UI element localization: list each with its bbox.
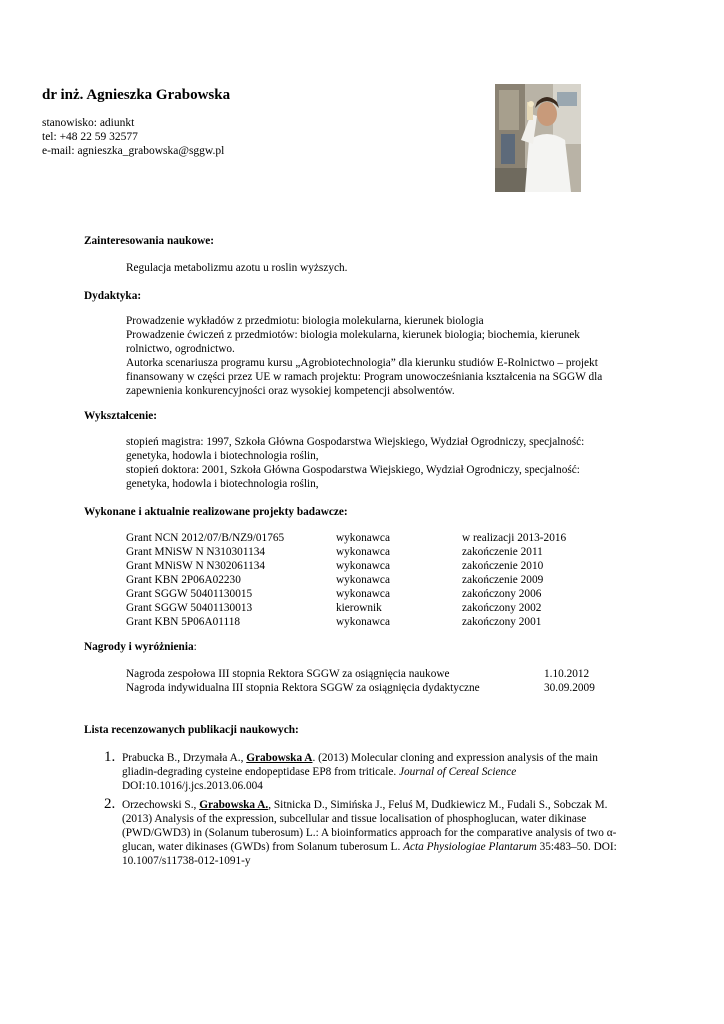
teaching-line: Autorka scenariusza programu kursu „Agrobiotechnologia” dla kierunku studiów E-Rolnictwo – projekt finansowany w części przez UE w ramach projektu: Program unowocześniania kształcenia na SGGW dla zapewnienia konkurencyjności oraz wysokiej kompetencji absolwentów. xyxy=(126,357,603,397)
grant-name: Grant KBN 5P06A01118 xyxy=(126,616,241,628)
grant-status: zakończenie 2011 xyxy=(462,546,543,558)
publications-heading: Lista recenzowanych publikacji naukowych: xyxy=(84,724,299,736)
publications-list xyxy=(104,751,632,873)
grant-role: wykonawca xyxy=(336,546,390,558)
grant-status: zakończony 2006 xyxy=(462,588,542,600)
teaching-line: Prowadzenie ćwiczeń z przedmiotów: biologia molekularna, kierunek biologia; biochemia, kierunek rolnictwo, ogrodnictwo. xyxy=(126,329,580,355)
list-item xyxy=(126,681,608,695)
interests-text: Regulacja metabolizmu azotu u roslin wyższych. xyxy=(126,262,348,274)
projects-table xyxy=(126,531,602,629)
publication-journal: Acta Physiologiae Plantarum xyxy=(403,841,537,853)
contact-block xyxy=(42,116,224,158)
table-row xyxy=(126,601,602,615)
table-row xyxy=(126,615,602,629)
table-row xyxy=(126,545,602,559)
publication-body: , Sitnicka D., Simińska J., Feluś M, Dudkiewicz M., Fudali S., Sobczak M. (2013) Analysis of the expression, subcellular and tissue localisation of phosphoglucan, water dikinase (PWD/GWD3) in (Solanum tuberosum) L.: A bioinformatics approach for the comparative analysis of two α-glucan, water dikinases (GWDs) from Solanum tuberosum L. xyxy=(122,799,617,853)
grant-name: Grant KBN 2P06A02230 xyxy=(126,574,241,586)
grant-status: zakończony 2002 xyxy=(462,602,542,614)
publication-doi: 35:483–50. DOI: 10.1007/s11738-012-1091-y xyxy=(122,841,617,867)
teaching-heading: Dydaktyka: xyxy=(84,290,142,302)
grant-role: wykonawca xyxy=(336,588,390,600)
grant-role: kierownik xyxy=(336,602,382,614)
teaching-block xyxy=(126,314,608,398)
projects-heading: Wykonane i aktualnie realizowane projekty badawcze: xyxy=(84,506,348,518)
grant-name: Grant NCN 2012/07/B/NZ9/01765 xyxy=(126,532,285,544)
grant-name: Grant SGGW 50401130013 xyxy=(126,602,253,614)
grant-status: w realizacji 2013-2016 xyxy=(462,532,567,544)
award-date: 30.09.2009 xyxy=(544,682,595,694)
grant-role: wykonawca xyxy=(336,560,390,572)
interests-heading: Zainteresowania naukowe: xyxy=(84,235,215,247)
awards-block xyxy=(126,667,608,695)
grant-name: Grant SGGW 50401130015 xyxy=(126,588,253,600)
table-row xyxy=(126,587,602,601)
table-row xyxy=(126,531,602,545)
publication-number: 2. xyxy=(104,796,116,812)
grant-name: Grant MNiSW N N310301134 xyxy=(126,546,266,558)
email-text: e-mail: agnieszka_grabowska@sggw.pl xyxy=(42,145,225,157)
publication-doi: DOI:10.1016/j.jcs.2013.06.004 xyxy=(122,780,263,792)
awards-heading-text: Nagrody i wyróżnienia xyxy=(84,641,194,653)
publication-number: 1. xyxy=(104,749,116,765)
award-text: Nagroda indywidualna III stopnia Rektora SGGW za osiągnięcia dydaktyczne xyxy=(126,682,480,694)
table-row xyxy=(126,559,602,573)
phone-text: tel: +48 22 59 32577 xyxy=(42,131,138,143)
education-heading: Wykształcenie: xyxy=(84,410,157,422)
grant-role: wykonawca xyxy=(336,574,390,586)
position-text: stanowisko: adiunkt xyxy=(42,117,135,129)
grant-status: zakończony 2001 xyxy=(462,616,542,628)
portrait-photo xyxy=(495,84,581,192)
publication-authors-before: Prabucka B., Drzymała A., xyxy=(122,752,247,764)
education-block xyxy=(126,435,608,491)
list-item xyxy=(104,798,632,868)
publication-journal: Journal of Cereal Science xyxy=(399,766,517,778)
projects-table-wrap xyxy=(126,531,602,629)
education-line: stopień doktora: 2001, Szkoła Główna Gospodarstwa Wiejskiego, Wydział Ogrodniczy, specjalność: genetyka, hodowla i biotechnologia roślin, xyxy=(126,464,580,490)
publication-authors-before: Orzechowski S., xyxy=(122,799,200,811)
grant-status: zakończenie 2010 xyxy=(462,560,544,572)
person-name: dr inż. Agnieszka Grabowska xyxy=(42,87,231,103)
list-item xyxy=(104,751,632,793)
grant-role: wykonawca xyxy=(336,532,390,544)
award-date: 1.10.2012 xyxy=(544,668,590,680)
teaching-line: Prowadzenie wykładów z przedmiotu: biologia molekularna, kierunek biologia xyxy=(126,315,484,327)
grant-role: wykonawca xyxy=(336,616,390,628)
grant-status: zakończenie 2009 xyxy=(462,574,544,586)
awards-heading xyxy=(84,640,197,654)
awards-heading-colon: : xyxy=(193,641,197,653)
grant-name: Grant MNiSW N N302061134 xyxy=(126,560,266,572)
list-item xyxy=(126,667,608,681)
portrait-photo-icon xyxy=(495,84,581,192)
publication-body: . (2013) Molecular cloning and expression analysis of the main gliadin-degrading cysteine endopeptidase EP8 from triticale. xyxy=(122,752,598,778)
education-line: stopień magistra: 1997, Szkoła Główna Gospodarstwa Wiejskiego, Wydział Ogrodniczy, specjalność: genetyka, hodowla i biotechnologia roślin, xyxy=(126,436,585,462)
publication-highlighted-author: Grabowska A. xyxy=(199,799,269,811)
publication-highlighted-author: Grabowska A xyxy=(246,752,313,764)
table-row xyxy=(126,573,602,587)
award-text: Nagroda zespołowa III stopnia Rektora SGGW za osiągnięcia naukowe xyxy=(126,668,450,680)
